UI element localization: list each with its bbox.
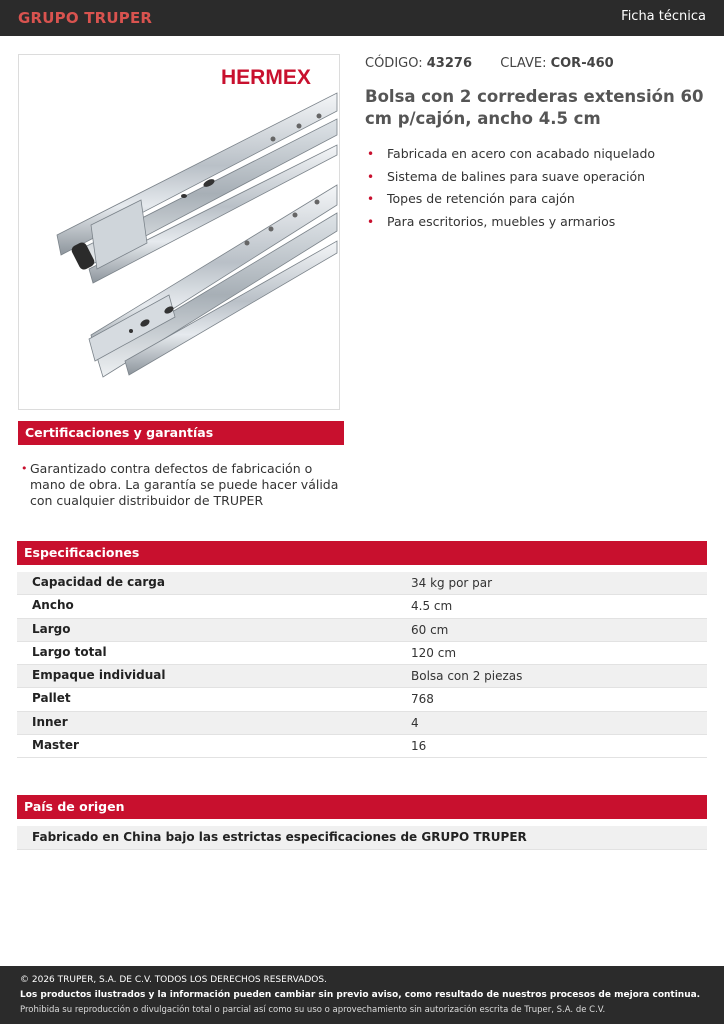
table-row [17,572,707,595]
product-title: Bolsa con 2 correderas extensión 60 cm p/cajón, ancho 4.5 cm [365,87,704,128]
spec-label: Pallet [32,691,71,706]
spec-value: 16 [411,739,427,754]
origin-header: País de origen [17,795,707,819]
certifications-header: Certificaciones y garantías [18,421,344,445]
bullet-icon: • [367,214,375,229]
spec-value: 4.5 cm [411,599,453,614]
key-value: COR-460 [550,56,614,71]
spec-value: Bolsa con 2 piezas [411,669,523,684]
origin-text: Fabricado en China bajo las estrictas especificaciones de GRUPO TRUPER [32,830,527,844]
specifications-table [17,572,707,758]
top-bar [0,0,724,36]
spec-value: 60 cm [411,622,449,637]
key-label: CLAVE: [500,56,547,71]
code-value: 43276 [426,56,472,71]
drawer-slides-illustration [19,55,339,409]
product-code-line [365,56,614,71]
table-row [17,595,707,618]
feature-item: • Para escritorios, muebles y armarios [367,213,616,229]
table-row [17,619,707,642]
feature-item: • Fabricada en acero con acabado niquelado [367,146,656,161]
code-label: CÓDIGO: [365,56,423,71]
footer-legal: Prohibida su reproducción o divulgación total o parcial así como su uso o aprovechamiento sin autorización escrita de Truper, S.A. de C.V. [20,1005,606,1015]
table-row [17,712,707,735]
specifications-header: Especificaciones [17,541,707,565]
bullet-icon: • [21,462,28,475]
feature-list [365,145,710,235]
bullet-icon: • [367,147,375,161]
table-row [17,642,707,665]
bullet-icon: • [367,192,375,206]
brand-logo: GRUPO TRUPER [18,9,153,27]
footer [0,966,724,1024]
spec-label: Empaque individual [32,668,166,683]
table-row [17,688,707,711]
spec-value: 768 [411,692,434,707]
spec-label: Capacidad de carga [32,575,165,589]
origin-row [17,826,707,850]
spec-label: Inner [32,714,68,729]
spec-value: 34 kg por par [411,576,493,590]
table-row [17,665,707,688]
spec-label: Ancho [32,598,74,613]
hermex-logo: HERMEX [221,66,311,89]
feature-item: • Topes de retención para cajón [367,191,575,206]
sheet-type-label: Ficha técnica [621,9,706,24]
spec-label: Master [32,738,79,753]
feature-item: • Sistema de balines para suave operación [367,168,646,184]
product-image [18,54,340,410]
bullet-icon: • [367,169,375,184]
footer-copyright: © 2026 TRUPER, S.A. DE C.V. TODOS LOS DERECHOS RESERVADOS. [20,975,327,985]
certifications-text: Garantizado contra defectos de fabricación o mano de obra. La garantía se puede hacer válida con cualquier distribuidor de TRUPER [30,461,339,508]
footer-notice: Los productos ilustrados y la información pueden cambiar sin previo aviso, como resultado de nuestros procesos de mejora continua. [20,990,701,1000]
spec-label: Largo [32,621,71,636]
spec-value: 120 cm [411,645,457,660]
spec-value: 4 [411,715,419,730]
spec-label: Largo total [32,644,107,659]
table-row [17,735,707,758]
